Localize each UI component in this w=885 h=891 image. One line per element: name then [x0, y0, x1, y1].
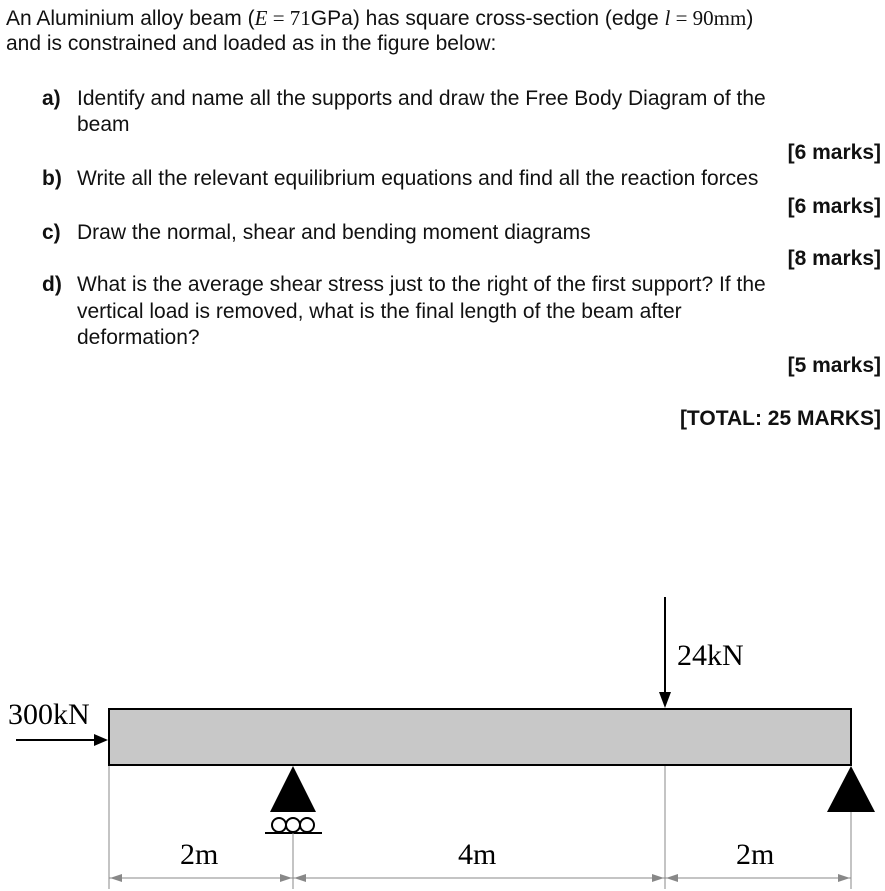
question-d-line-3: deformation?: [77, 326, 200, 349]
question-d-line-1: What is the average shear stress just to the right of the first support? If the: [77, 273, 766, 296]
axial-load-arrow-head: [94, 734, 108, 746]
dimension-label-1: 2m: [180, 838, 219, 871]
question-b-marks: [6 marks]: [787, 195, 881, 218]
roller-wheel: [300, 818, 314, 832]
question-c-line-1: Draw the normal, shear and bending moment diagrams: [77, 221, 591, 244]
pin-support: [827, 766, 875, 812]
intro-line-2: and is constrained and loaded as in the figure below:: [6, 32, 497, 55]
edge-symbol: l: [664, 6, 671, 30]
roller-triangle: [270, 766, 316, 812]
axial-load-label: 300kN: [8, 698, 90, 731]
modulus-value: = 71: [267, 6, 311, 30]
roller-wheel: [286, 818, 300, 832]
dimension-arrowhead: [838, 874, 850, 882]
dimension-arrowhead: [294, 874, 306, 882]
dimension-arrowhead: [652, 874, 664, 882]
question-c-letter: c): [42, 221, 61, 244]
question-a-marks: [6 marks]: [787, 141, 881, 164]
question-b-line-1: Write all the relevant equilibrium equations and find all the reaction forces: [77, 167, 759, 190]
vertical-load-arrow-head: [659, 692, 671, 708]
beam: [109, 709, 851, 765]
question-c-marks: [8 marks]: [787, 247, 881, 270]
edge-value: = 90mm: [670, 6, 747, 30]
modulus-unit: GPa: [310, 7, 353, 30]
dimension-arrowhead: [666, 874, 678, 882]
question-d-marks: [5 marks]: [787, 354, 881, 377]
roller-wheel: [272, 818, 286, 832]
question-a-line-1: Identify and name all the supports and draw the Free Body Diagram of the: [77, 87, 766, 110]
question-a-line-2: beam: [77, 113, 130, 136]
intro-text: ): [746, 7, 754, 30]
modulus-symbol: E: [254, 6, 268, 30]
vertical-load-label: 24kN: [677, 639, 744, 672]
question-d-letter: d): [42, 273, 62, 296]
question-d-line-2: vertical load is removed, what is the final length of the beam after: [77, 300, 682, 323]
roller-support: [265, 766, 322, 833]
dimension-label-3: 2m: [736, 838, 775, 871]
question-a-letter: a): [42, 87, 61, 110]
question-b-letter: b): [42, 167, 62, 190]
dimension-label-2: 4m: [458, 838, 497, 871]
intro-text: An Aluminium alloy beam (: [6, 7, 255, 30]
dimension-arrowhead: [110, 874, 122, 882]
total-marks: [TOTAL: 25 MARKS]: [679, 407, 881, 430]
intro-text: ) has square cross-section (edge: [352, 7, 665, 30]
dimension-arrowhead: [280, 874, 292, 882]
